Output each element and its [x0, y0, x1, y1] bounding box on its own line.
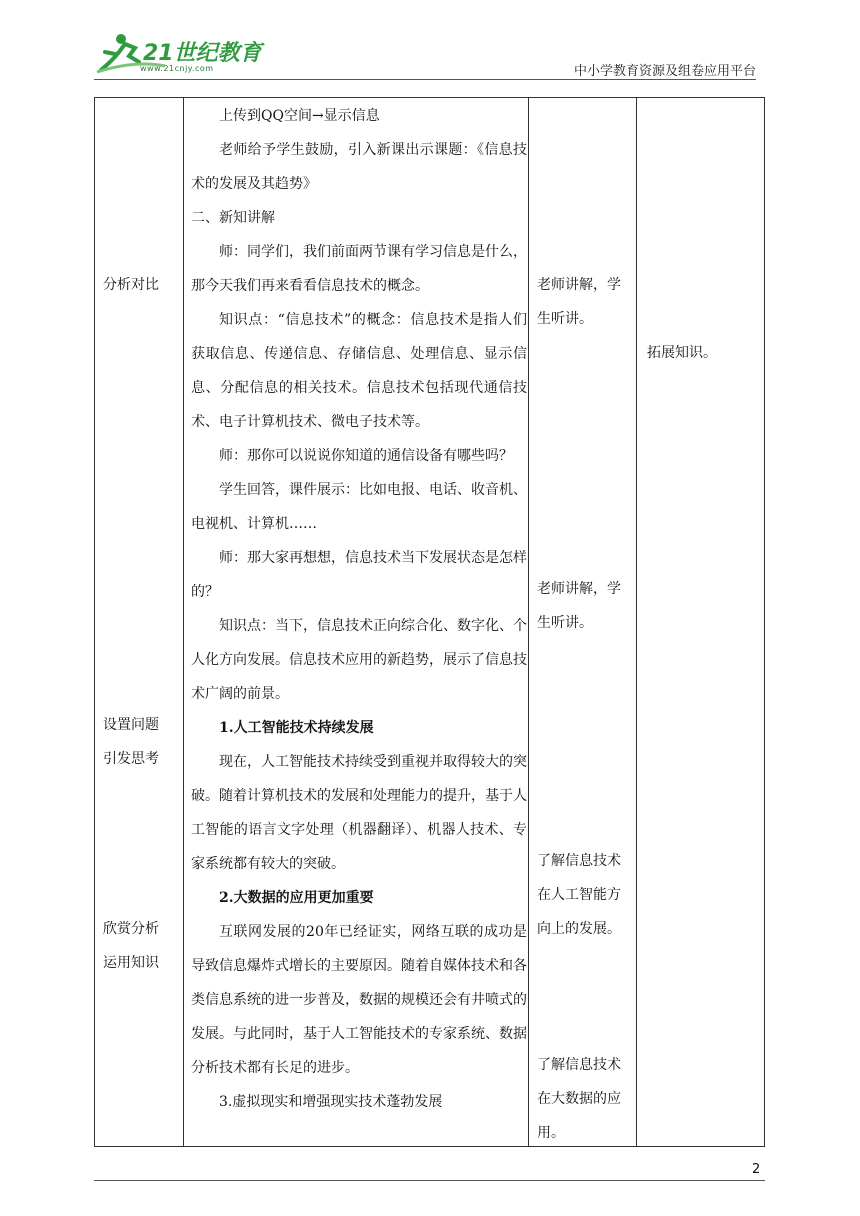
logo-text: 21世纪教育: [143, 41, 262, 66]
activity-note: 了解信息技术在大数据的应用。: [537, 1057, 621, 1141]
content-paragraph: 互联网发展的20年已经证实，网络互联的成功是导致信息爆炸式增长的主要原因。随着自媒体技术和各类信息系统的进一步普及，数据的规模还会有井喷式的发展。与此同时，基于人工智能技术的专家系统、数据分析技术都有长足的进步。: [191, 924, 527, 1076]
stage-label: 设置问题: [103, 717, 159, 733]
footer-divider: [94, 1180, 765, 1181]
stage-label: 分析对比: [103, 277, 159, 293]
subsection-heading: 2.大数据的应用更加重要: [219, 890, 374, 906]
activity-note: 老师讲解，学生听讲。: [537, 277, 621, 327]
logo-url: www.21cnjy.com: [140, 64, 214, 73]
header-platform-name: 中小学教育资源及组卷应用平台: [573, 64, 756, 79]
page-number: 2: [752, 1162, 761, 1177]
stage-label: 运用知识: [103, 955, 159, 971]
content-paragraph: 师：那大家再想想，信息技术当下发展状态是怎样的？: [191, 550, 527, 600]
page-header: [0, 0, 860, 84]
content-paragraph: 老师给予学生鼓励，引入新课出示课题：《信息技术的发展及其趋势》: [191, 142, 527, 192]
stage-label: 欣赏分析: [103, 921, 159, 937]
header-divider: [94, 79, 756, 80]
content-paragraph: 学生回答，课件展示：比如电报、电话、收音机、电视机、计算机……: [191, 482, 527, 532]
activity-note: 了解信息技术在人工智能方向上的发展。: [537, 853, 621, 937]
content-paragraph: 上传到QQ空间→显示信息: [219, 108, 380, 124]
subsection-heading: 1.人工智能技术持续发展: [219, 720, 374, 736]
table-divider: [183, 98, 184, 1146]
design-intent: 拓展知识。: [647, 345, 717, 361]
content-paragraph: 知识点：当下，信息技术正向综合化、数字化、个人化方向发展。信息技术应用的新趋势，展示了信息技术广阔的前景。: [191, 618, 527, 702]
lesson-table: [94, 97, 765, 1147]
content-paragraph: 师：那你可以说说你知道的通信设备有哪些吗？: [219, 448, 513, 464]
content-paragraph: 知识点：“信息技术”的概念：信息技术是指人们获取信息、传递信息、存储信息、处理信息、显示信息、分配信息的相关技术。信息技术包括现代通信技术、电子计算机技术、微电子技术等。: [191, 312, 527, 430]
content-column: [191, 99, 527, 1119]
table-divider: [528, 98, 529, 1146]
section-heading: 二、新知讲解: [191, 210, 275, 226]
stage-label: 引发思考: [103, 751, 159, 767]
table-divider: [636, 98, 637, 1146]
content-paragraph: 现在，人工智能技术持续受到重视并取得较大的突破。随着计算机技术的发展和处理能力的提升，基于人工智能的语言文字处理（机器翻译）、机器人技术、专家系统都有较大的突破。: [191, 754, 527, 872]
activity-note: 老师讲解，学生听讲。: [537, 581, 621, 631]
subsection-heading: 3.虚拟现实和增强现实技术蓬勃发展: [219, 1094, 443, 1110]
content-paragraph: 师：同学们，我们前面两节课有学习信息是什么，那今天我们再来看看信息技术的概念。: [191, 244, 527, 294]
